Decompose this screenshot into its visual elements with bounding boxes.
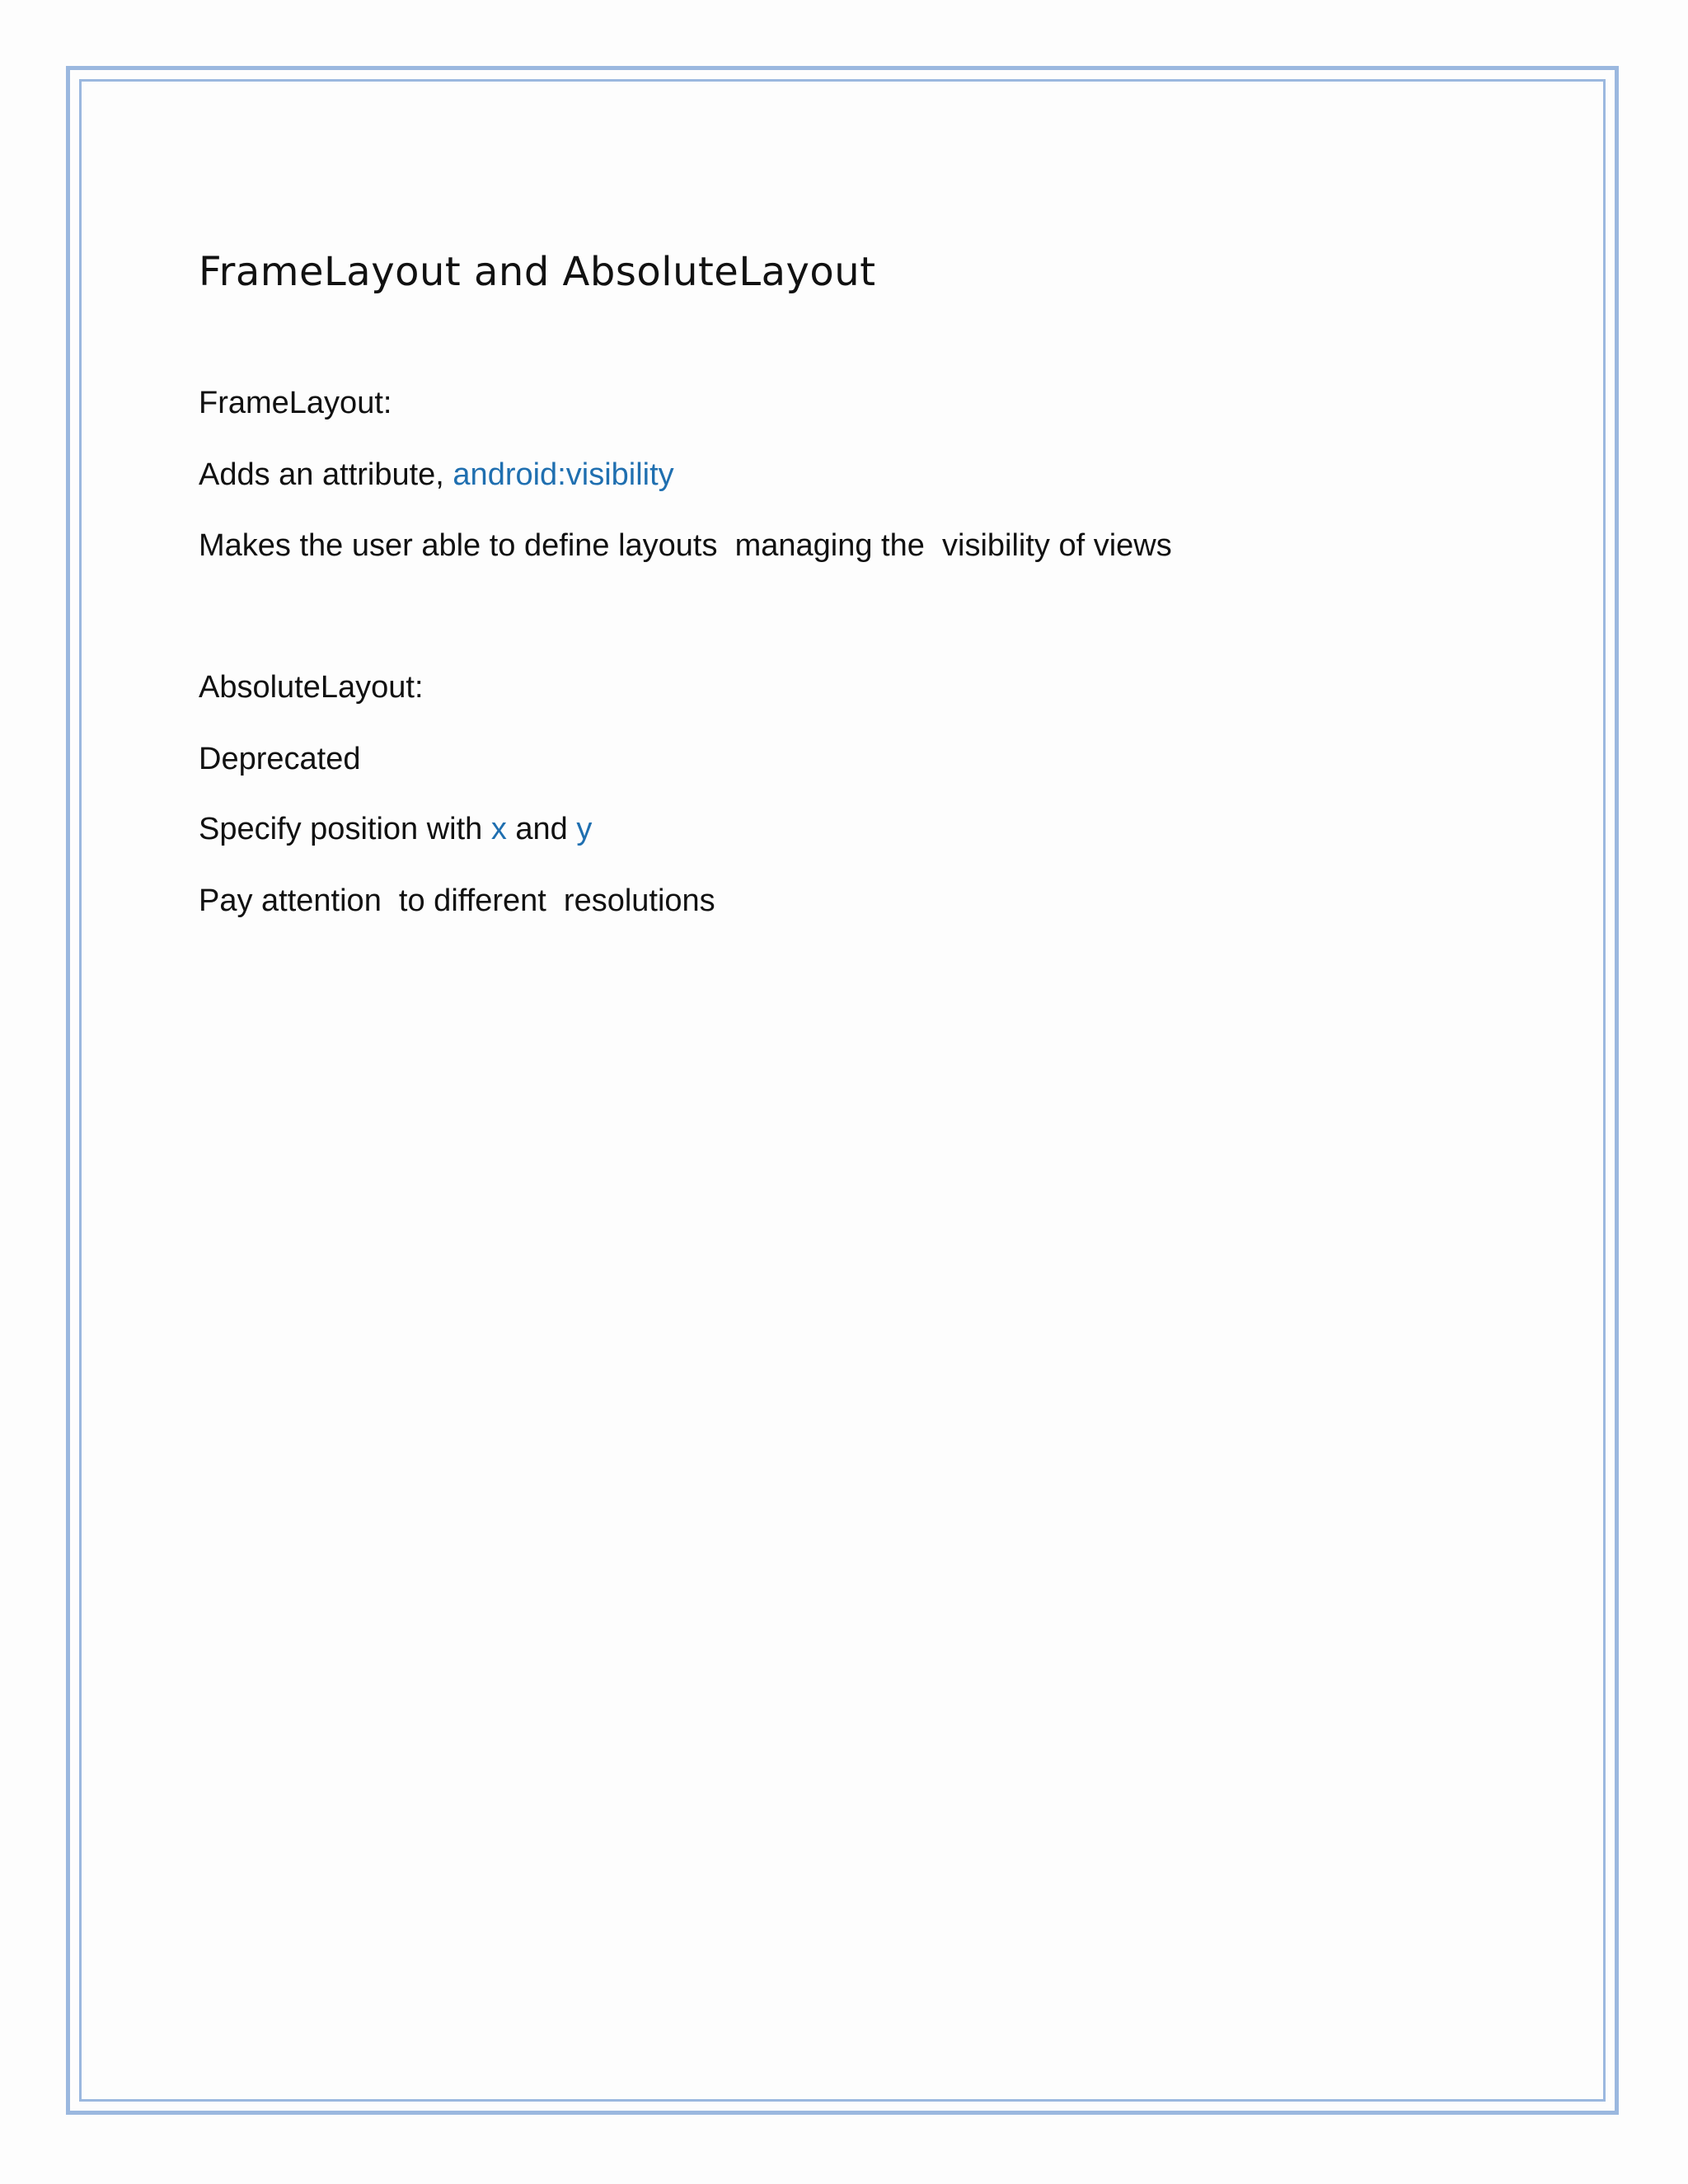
- position-line: [199, 809, 592, 849]
- slide-content: [199, 247, 1517, 918]
- y-coordinate: y: [576, 812, 593, 846]
- position-prefix: Specify position with: [199, 812, 491, 846]
- page-title: FrameLayout and AbsoluteLayout: [199, 249, 876, 295]
- x-coordinate: x: [490, 812, 507, 846]
- framelayout-description: Makes the user able to define layouts managing the visibility of views: [199, 528, 1172, 563]
- visibility-attribute: android:visibility: [452, 457, 674, 492]
- deprecated-line: Deprecated: [199, 742, 361, 776]
- absolutelayout-heading: AbsoluteLayout:: [199, 670, 424, 705]
- position-and: and: [506, 812, 577, 846]
- attribute-prefix: Adds an attribute,: [199, 457, 453, 492]
- framelayout-attribute-line: [199, 455, 674, 494]
- framelayout-heading: FrameLayout:: [199, 386, 392, 420]
- resolutions-line: Pay attention to different resolutions: [199, 883, 715, 918]
